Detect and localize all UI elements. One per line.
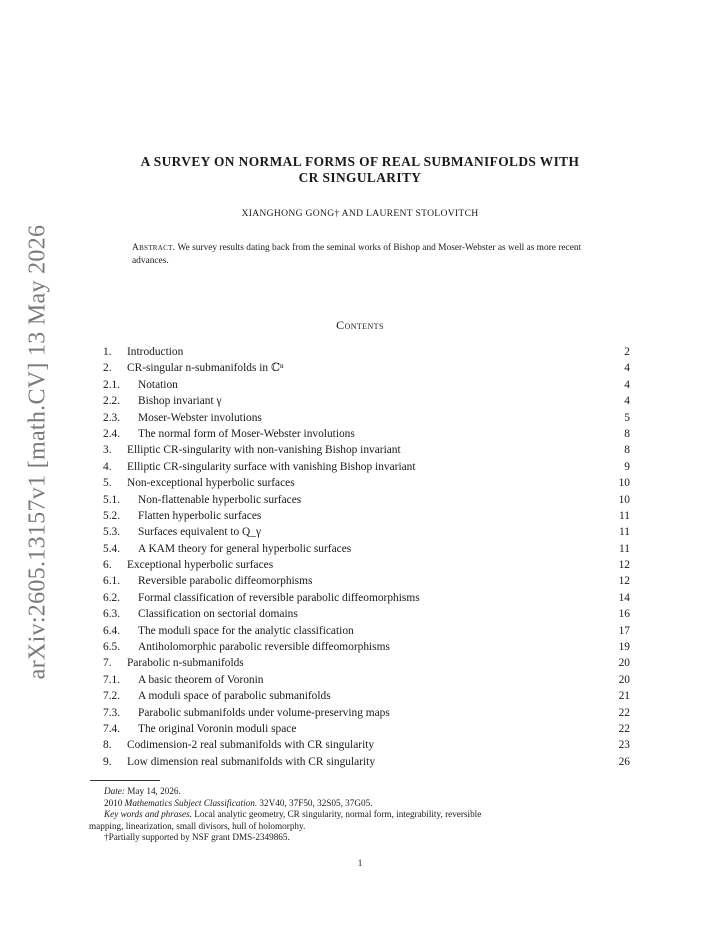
keywords-value: Local analytic geometry, CR singularity, normal form, integrability, reversible [194, 809, 482, 820]
toc-entry-number: 2.1. [103, 378, 121, 391]
toc-entry-number: 8. [103, 739, 112, 752]
toc-entry-title[interactable]: A KAM theory for general hyperbolic surfaces [138, 542, 352, 555]
footnote-keywords [90, 809, 632, 821]
toc-entry-left [103, 655, 244, 671]
toc-entry-page: 12 [618, 559, 630, 572]
keywords-label: Key words and phrases. [104, 809, 192, 820]
toc-entry[interactable] [103, 623, 630, 639]
toc-entry-title[interactable]: Classification on sectorial domains [138, 608, 298, 621]
toc-entry-number: 7. [103, 657, 112, 670]
toc-entry-title[interactable]: Exceptional hyperbolic surfaces [127, 559, 274, 572]
toc-entry-number: 6.5. [103, 641, 121, 654]
toc-entry-page: 10 [618, 493, 630, 506]
toc-entry-left [103, 721, 296, 737]
msc-prefix: 2010 [104, 797, 123, 808]
toc-entry-page: 23 [618, 739, 630, 752]
toc-entry-title[interactable]: Notation [138, 378, 178, 391]
toc-entry-title[interactable]: Non-exceptional hyperbolic surfaces [127, 477, 295, 490]
toc-entry-number: 9. [103, 755, 112, 768]
table-of-contents [103, 344, 630, 770]
footnote-rule [90, 780, 160, 781]
footnotes [90, 786, 632, 844]
toc-entry-title[interactable]: Non-flattenable hyperbolic surfaces [138, 493, 302, 506]
toc-entry-page: 4 [624, 378, 630, 391]
toc-entry-page: 19 [618, 641, 630, 654]
toc-entry-left [103, 393, 222, 409]
toc-entry-title[interactable]: Reversible parabolic diffeomorphisms [138, 575, 313, 588]
toc-entry-title[interactable]: Low dimension real submanifolds with CR singularity [127, 755, 376, 768]
toc-entry-number: 7.4. [103, 722, 121, 735]
toc-entry-number: 6.2. [103, 591, 121, 604]
toc-entry-number: 6.1. [103, 575, 121, 588]
toc-entry[interactable] [103, 541, 630, 557]
toc-entry-left [103, 541, 351, 557]
paper-title [90, 154, 630, 186]
toc-entry-left [103, 672, 264, 688]
toc-entry-left [103, 442, 401, 458]
toc-entry-number: 5.4. [103, 542, 121, 555]
toc-entry-title[interactable]: Moser-Webster involutions [138, 411, 262, 424]
toc-entry-left [103, 492, 301, 508]
title-line-1: A SURVEY ON NORMAL FORMS OF REAL SUBMANIFOLDS WITH [140, 154, 580, 169]
toc-entry-page: 2 [624, 346, 630, 358]
toc-entry[interactable] [103, 639, 630, 655]
date-label: Date: [104, 786, 125, 796]
footnote-msc [90, 798, 632, 810]
toc-entry-number: 1. [103, 346, 112, 358]
footnote-support: †Partially supported by NSF grant DMS-2349865. [104, 832, 290, 843]
toc-entry[interactable] [103, 557, 630, 573]
toc-entry-number: 6.3. [103, 608, 121, 621]
toc-entry-page: 5 [624, 411, 630, 424]
msc-value: 32V40, 37F50, 32S05, 37G05. [259, 797, 373, 808]
toc-entry-left [103, 623, 354, 639]
toc-entry-left [103, 705, 390, 721]
toc-entry[interactable] [103, 705, 630, 721]
toc-entry[interactable] [103, 344, 630, 360]
toc-entry-left [103, 475, 295, 491]
toc-entry[interactable] [103, 393, 630, 409]
toc-entry-page: 20 [618, 657, 630, 670]
toc-entry-number: 5. [103, 477, 112, 490]
toc-entry[interactable] [103, 672, 630, 688]
toc-entry[interactable] [103, 360, 630, 376]
toc-entry-left [103, 410, 262, 426]
toc-entry-page: 26 [618, 755, 630, 768]
toc-entry[interactable] [103, 737, 630, 753]
toc-entry[interactable] [103, 590, 630, 606]
toc-entry[interactable] [103, 459, 630, 475]
toc-entry-left [103, 754, 375, 770]
toc-entry-title[interactable]: Elliptic CR-singularity with non-vanishing Bishop invariant [127, 444, 401, 457]
toc-entry-left [103, 377, 178, 393]
toc-entry-title[interactable]: The moduli space for the analytic classification [138, 624, 354, 637]
toc-entry-title[interactable]: Parabolic n-submanifolds [127, 657, 244, 670]
toc-entry-title[interactable]: Elliptic CR-singularity surface with vanishing Bishop invariant [127, 460, 416, 473]
toc-entry-page: 11 [619, 509, 630, 522]
abstract [132, 242, 592, 268]
toc-entry-page: 22 [618, 706, 630, 719]
toc-entry-title[interactable]: Surfaces equivalent to Q_γ [138, 526, 262, 539]
toc-entry[interactable] [103, 754, 630, 770]
toc-entry-page: 10 [618, 477, 630, 490]
toc-entry-left [103, 590, 420, 606]
toc-entry-number: 4. [103, 460, 112, 473]
toc-entry[interactable] [103, 721, 630, 737]
footnote-keywords-continued: mapping, linearization, small divisors, hull of holomorphy. [89, 820, 306, 831]
toc-entry-page: 22 [618, 722, 630, 735]
toc-entry-left [103, 688, 331, 704]
title-line-2: CR SINGULARITY [298, 170, 422, 185]
toc-entry-number: 2. [103, 362, 112, 375]
toc-entry[interactable] [103, 442, 630, 458]
toc-entry-left [103, 524, 261, 540]
toc-entry-left [103, 459, 416, 475]
toc-entry[interactable] [103, 606, 630, 622]
toc-entry-number: 6.4. [103, 624, 121, 637]
toc-entry[interactable] [103, 492, 630, 508]
toc-entry-title[interactable]: A moduli space of parabolic submanifolds [138, 690, 331, 703]
toc-entry-left [103, 606, 298, 622]
toc-entry-left [103, 737, 374, 753]
toc-entry[interactable] [103, 426, 630, 442]
msc-label: Mathematics Subject Classification. [124, 797, 258, 808]
toc-entry-page: 8 [624, 427, 630, 440]
toc-entry-number: 6. [103, 559, 112, 572]
toc-entry-title[interactable]: The normal form of Moser-Webster involutions [138, 427, 355, 440]
toc-entry-page: 16 [618, 608, 630, 621]
toc-entry-title[interactable]: CR-singular n-submanifolds in ℂⁿ [127, 362, 284, 375]
toc-entry[interactable] [103, 508, 630, 524]
toc-entry[interactable] [103, 524, 630, 540]
toc-entry-left [103, 573, 312, 589]
toc-entry-page: 8 [624, 444, 630, 457]
author-list: XIANGHONG GONG† AND LAURENT STOLOVITCH [241, 208, 479, 219]
toc-entry-title[interactable]: Formal classification of reversible parabolic diffeomorphisms [138, 591, 420, 604]
toc-entry-number: 2.3. [103, 411, 121, 424]
toc-entry-left [103, 426, 355, 442]
toc-entry-left [103, 557, 273, 573]
arxiv-identifier: arXiv:2605.13157v1 [math.CV] 13 May 2026 [24, 224, 51, 680]
toc-entry-page: 12 [618, 575, 630, 588]
date-value: May 14, 2026. [127, 786, 181, 796]
toc-entry-page: 21 [618, 690, 630, 703]
toc-entry-number: 7.1. [103, 673, 121, 686]
toc-entry-page: 20 [618, 673, 630, 686]
page-number: 1 [357, 858, 363, 868]
abstract-text: We survey results dating back from the seminal works of Bishop and Moser-Webster as well as more recent advances. [132, 243, 582, 266]
toc-entry[interactable] [103, 655, 630, 671]
toc-entry-number: 2.2. [103, 395, 121, 408]
toc-entry-title[interactable]: Introduction [127, 346, 184, 358]
toc-entry-title[interactable]: The original Voronin moduli space [138, 722, 297, 735]
toc-entry-page: 4 [624, 362, 630, 375]
abstract-label: Abstract. [132, 243, 176, 253]
toc-entry-page: 14 [618, 591, 630, 604]
toc-entry-title[interactable]: Parabolic submanifolds under volume-preserving maps [138, 706, 390, 719]
toc-entry-title[interactable]: Flatten hyperbolic surfaces [138, 509, 262, 522]
toc-entry-page: 11 [619, 526, 630, 539]
toc-entry-number: 5.1. [103, 493, 121, 506]
toc-entry-number: 3. [103, 444, 112, 457]
toc-entry[interactable] [103, 475, 630, 491]
toc-entry-left [103, 639, 390, 655]
toc-entry-number: 7.3. [103, 706, 121, 719]
toc-entry-page: 4 [624, 395, 630, 408]
toc-entry-page: 17 [618, 624, 630, 637]
toc-entry-left [103, 508, 261, 524]
contents-heading: Contents [336, 318, 384, 332]
toc-entry-number: 7.2. [103, 690, 121, 703]
toc-entry[interactable] [103, 377, 630, 393]
toc-entry-title[interactable]: A basic theorem of Voronin [138, 673, 264, 686]
toc-entry-number: 5.2. [103, 509, 121, 522]
toc-entry[interactable] [103, 688, 630, 704]
toc-entry-title[interactable]: Bishop invariant γ [138, 395, 222, 408]
toc-entry-left [103, 344, 183, 360]
toc-entry-left [103, 360, 284, 376]
toc-entry-title[interactable]: Codimension-2 real submanifolds with CR singularity [127, 739, 375, 752]
toc-entry-number: 5.3. [103, 526, 121, 539]
toc-entry-page: 9 [624, 460, 630, 473]
toc-entry-page: 11 [619, 542, 630, 555]
footnote-date [90, 786, 632, 798]
toc-entry[interactable] [103, 410, 630, 426]
toc-entry-title[interactable]: Antiholomorphic parabolic reversible diffeomorphisms [138, 641, 390, 654]
toc-entry[interactable] [103, 573, 630, 589]
toc-entry-number: 2.4. [103, 427, 121, 440]
